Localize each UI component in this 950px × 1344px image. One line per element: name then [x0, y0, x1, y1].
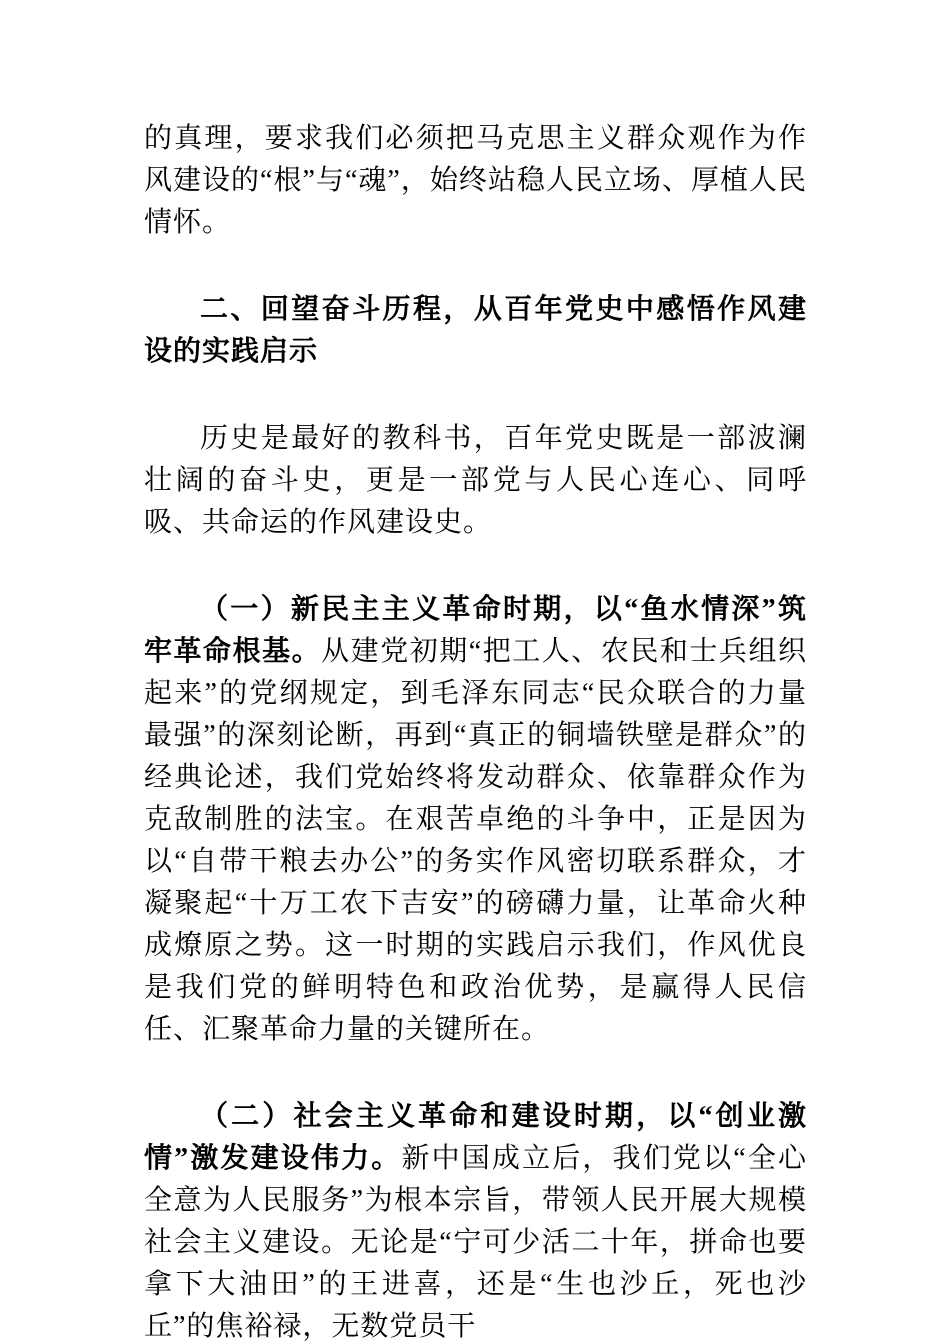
paragraph: 历史是最好的教科书，百年党史既是一部波澜壮阔的奋斗史，更是一部党与人民心连心、同呼吸、共命运的作风建设史。: [144, 423, 807, 538]
paragraph: （一）新民主主义革命时期，以“鱼水情深”筑牢革命根基。从建党初期“把工人、农民和士兵组织起来”的党纲规定，到毛泽东同志“民众联合的力量最强”的深刻论断，再到“真正的铜墙铁壁是群众”的经典论述，我们党始终将发动群众、依靠群众作为克敌制胜的法宝。在艰苦卓绝的斗争中，正是因为以“自带干粮去办公”的务实作风密切联系群众，才凝聚起“十万工农下吉安”的磅礴力量，让革命火种成燎原之势。这一时期的实践启示我们，作风优良是我们党的鲜明特色和政治优势，是赢得人民信任、汇聚革命力量的关键所在。: [144, 594, 807, 1045]
document-body: [144, 118, 807, 1344]
section-heading: 二、回望奋斗历程，从百年党史中感悟作风建设的实践启示: [144, 294, 807, 367]
paragraph-lead-bold: （一）新民主主义革命时期，以“鱼水情深”筑牢革命根基。: [144, 594, 807, 667]
paragraph: 的真理，要求我们必须把马克思主义群众观作为作风建设的“根”与“魂”，始终站稳人民立场、厚植人民情怀。: [144, 123, 807, 238]
paragraph-lead-bold: （二）社会主义革命和建设时期，以“创业激情”激发建设伟力。: [144, 1101, 807, 1174]
paragraph: （二）社会主义革命和建设时期，以“创业激情”激发建设伟力。新中国成立后，我们党以“全心全意为人民服务”为根本宗旨，带领人民开展大规模社会主义建设。无论是“宁可少活二十年，拼命也要拿下大油田”的王进喜，还是“生也沙丘，死也沙丘”的焦裕禄，无数党员干: [144, 1101, 807, 1342]
